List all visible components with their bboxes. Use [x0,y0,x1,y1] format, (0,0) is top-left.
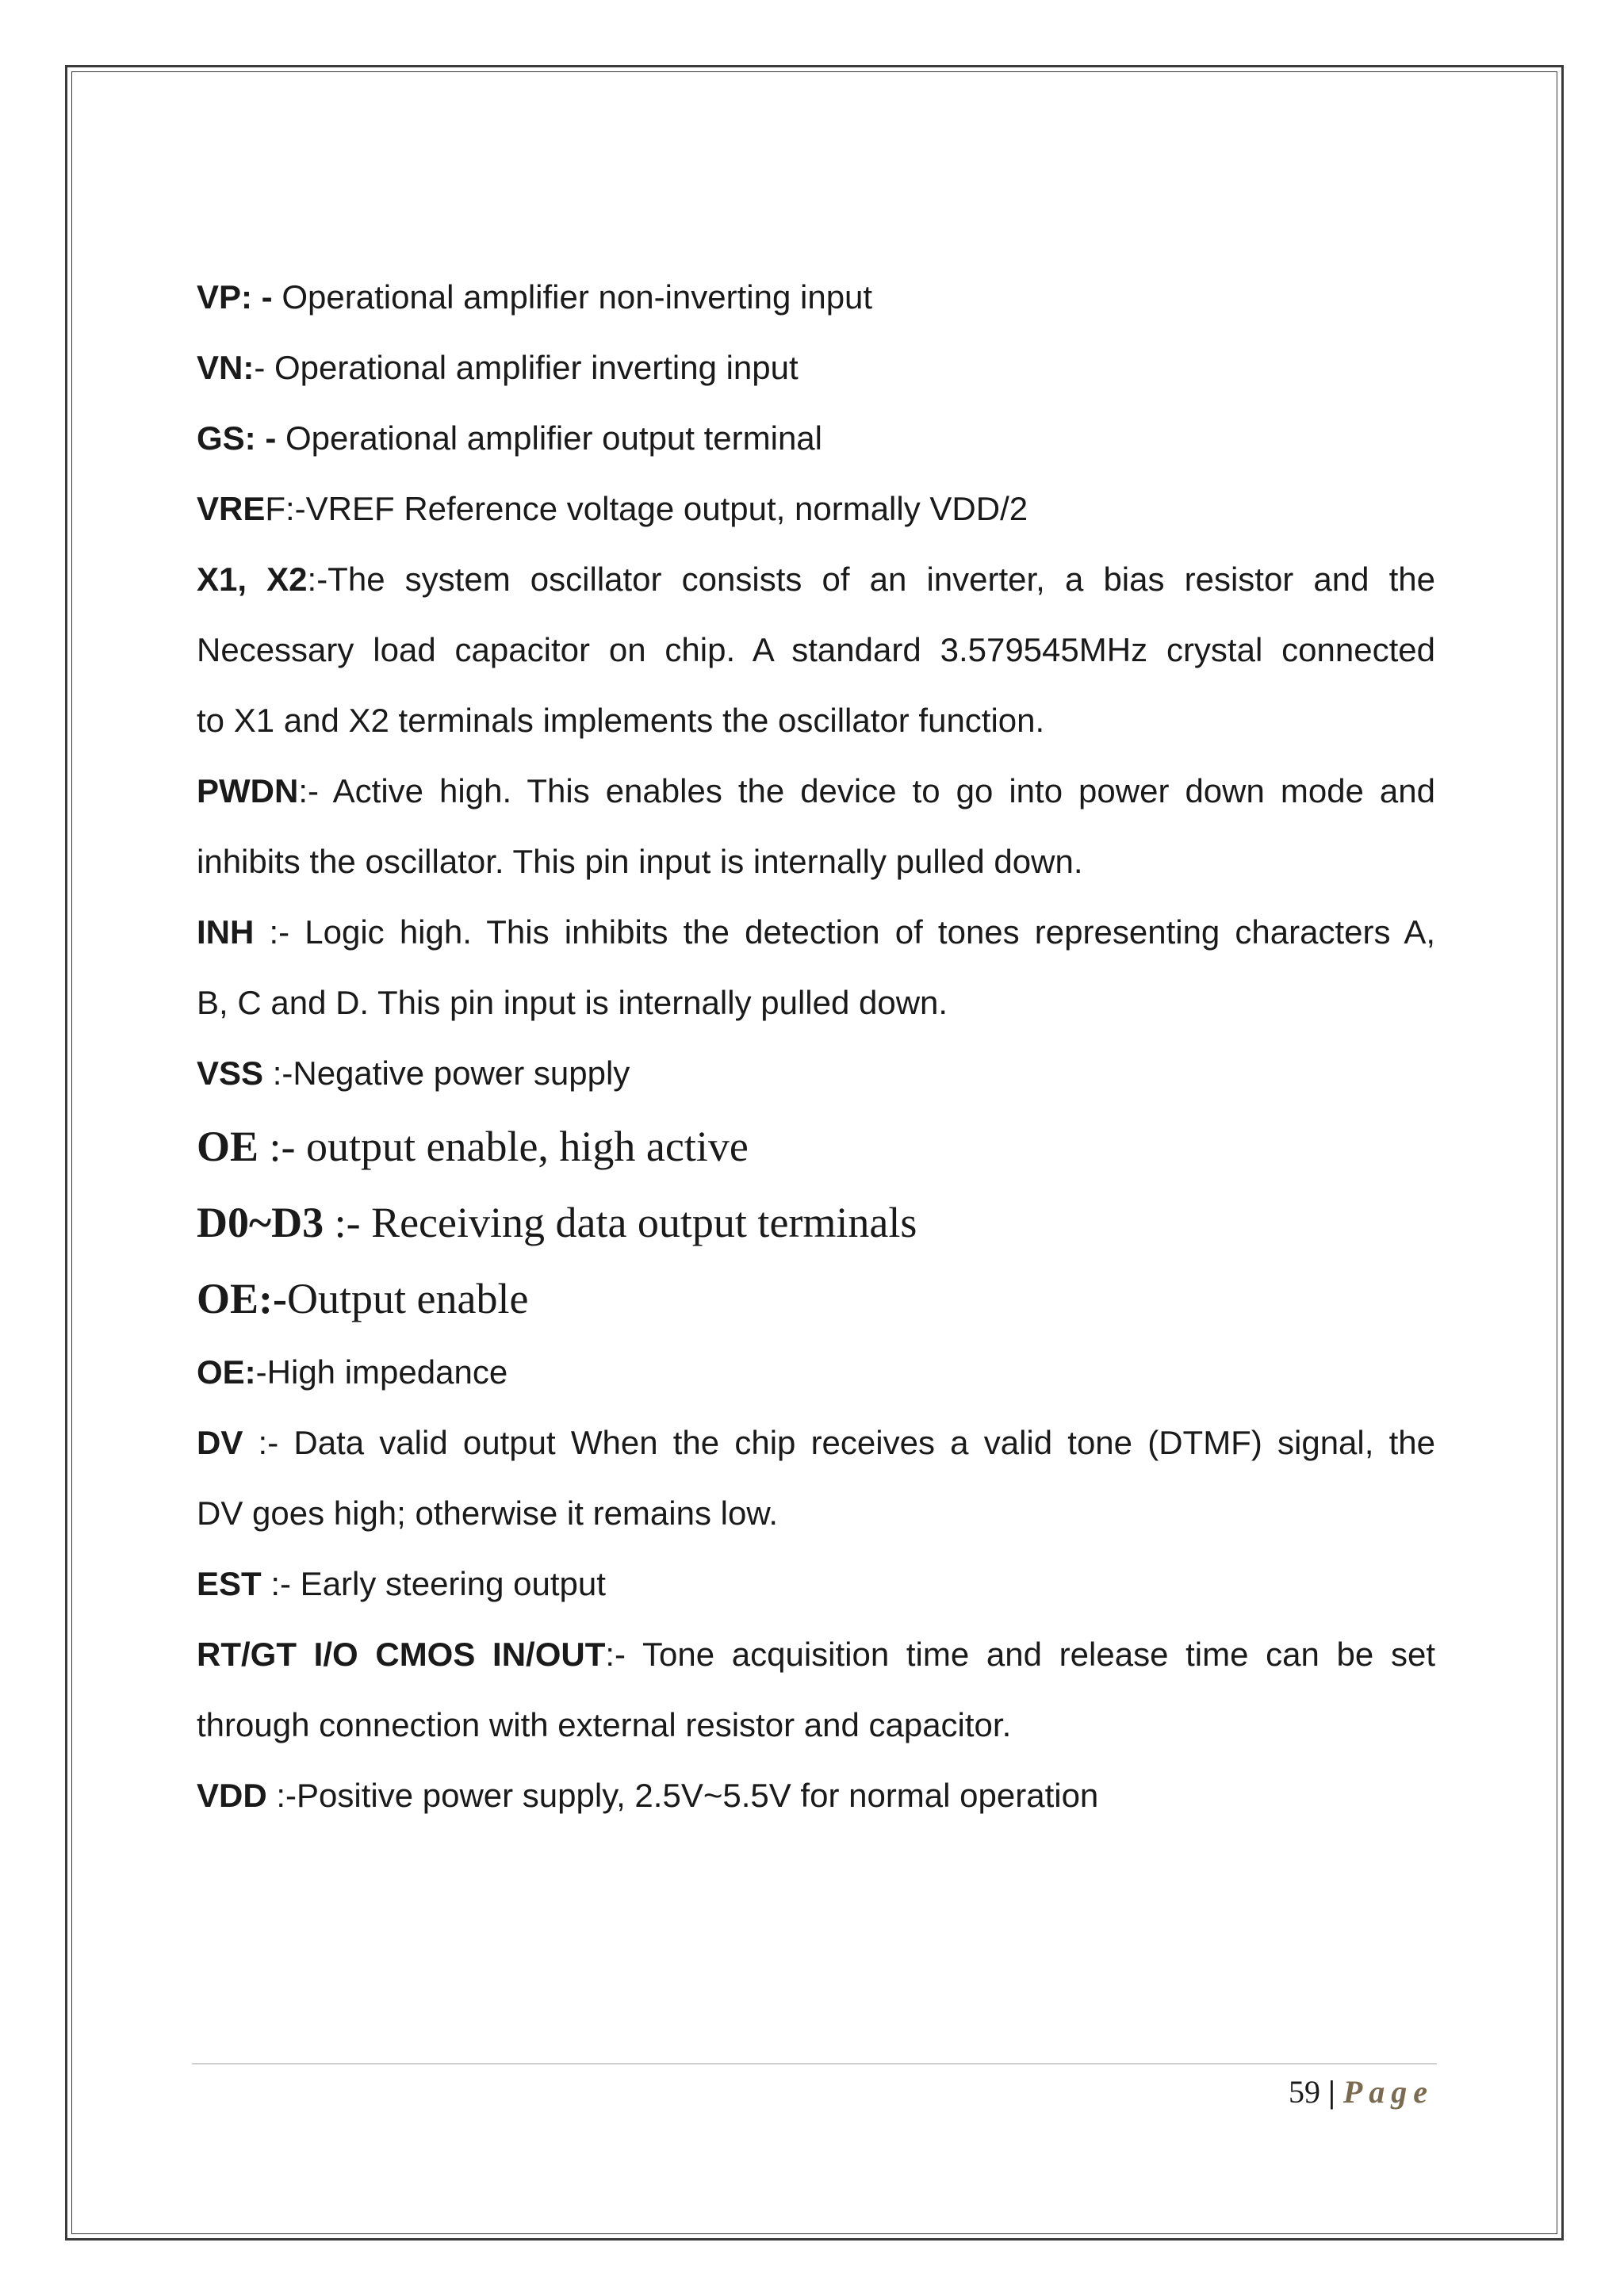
term: PWDN [197,772,299,809]
term: INH [197,913,255,951]
term: DV [197,1424,243,1461]
definition-vp [197,262,1435,332]
term: VSS [197,1054,264,1092]
description: Operational amplifier output terminal [276,419,823,457]
footer-divider [192,2063,1437,2064]
term: EST [197,1565,262,1602]
definition-vn [197,332,1435,403]
description: through connection with external resistor and capacitor. [197,1706,1012,1743]
definition-oe-active [197,1108,1435,1184]
term: OE: [197,1353,256,1391]
definition-rt-gt [197,1619,1435,1689]
description: -High impedance [255,1353,508,1391]
definition-pwdn-continued [197,826,1435,897]
description: :-Negative power supply [263,1054,630,1092]
description: :- Early steering output [261,1565,606,1602]
term: VN: [197,349,255,386]
definition-dv-continued [197,1478,1435,1548]
term: GS: - [197,419,277,457]
description: - Operational amplifier inverting input [254,349,799,386]
definition-vss [197,1038,1435,1108]
definition-pwdn [197,756,1435,826]
term: OE [197,1123,259,1170]
description: F:-VREF Reference voltage output, normally VDD/2 [265,490,1028,527]
description: :- Receiving data output terminals [324,1199,917,1246]
page-footer [1289,2072,1434,2112]
definition-est [197,1548,1435,1619]
footer-separator: | [1328,2074,1335,2110]
term: D0~D3 [197,1199,324,1246]
definition-oe-output-enable [197,1261,1435,1337]
description: :- output enable, high active [259,1123,749,1170]
description: DV goes high; otherwise it remains low. [197,1494,779,1532]
term: VP: - [197,278,273,316]
pin-description-list [197,262,1435,1831]
definition-rt-gt-continued [197,1689,1435,1760]
description: to X1 and X2 terminals implements the oscillator function. [197,702,1045,739]
description: Operational amplifier non-inverting input [272,278,873,316]
definition-x1-x2 [197,544,1435,614]
definition-d0-d3 [197,1184,1435,1261]
definition-oe-high-impedance [197,1337,1435,1407]
definition-x1-x2-continued [197,685,1435,756]
term: RT/GT I/O CMOS IN/OUT [197,1636,606,1673]
term: X1, X2 [197,561,308,598]
page-number: 59 [1289,2074,1320,2110]
description: :- Data valid output When the chip receives a valid tone (DTMF) signal, the [243,1424,1435,1461]
description: :-The system oscillator consists of an inverter, a bias resistor and the [307,561,1435,598]
description: Output enable [287,1275,529,1322]
description: Necessary load capacitor on chip. A standard 3.579545MHz crystal connected [197,631,1435,668]
description: B, C and D. This pin input is internally pulled down. [197,984,948,1021]
definition-gs [197,403,1435,473]
description: :- Logic high. This inhibits the detection of tones representing characters A, [254,913,1435,951]
page-label: Page [1342,2074,1434,2110]
description: inhibits the oscillator. This pin input is internally pulled down. [197,843,1083,880]
definition-inh [197,897,1435,967]
definition-dv [197,1407,1435,1478]
definition-vref [197,473,1435,544]
description: :- Active high. This enables the device to go into power down mode and [298,772,1435,809]
term: VRE [197,490,266,527]
definition-inh-continued [197,967,1435,1038]
term: VDD [197,1777,267,1814]
definition-x1-x2-continued [197,614,1435,685]
term: OE:- [197,1275,287,1322]
definition-vdd [197,1760,1435,1831]
description: :- Tone acquisition time and release time can be set [605,1636,1435,1673]
description: :-Positive power supply, 2.5V~5.5V for normal operation [266,1777,1099,1814]
